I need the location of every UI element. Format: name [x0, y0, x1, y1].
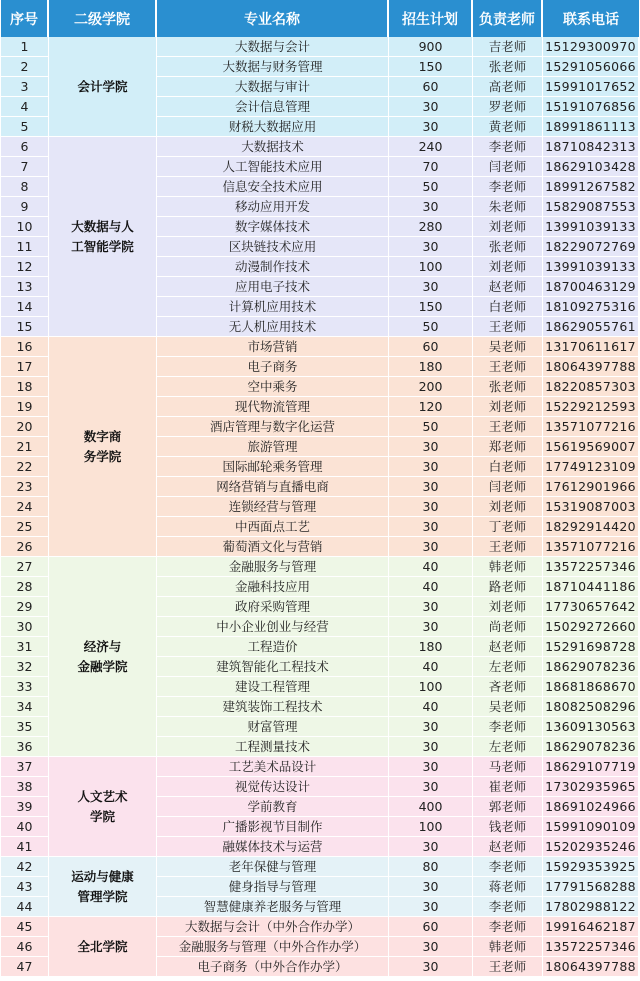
row-index: 39 [1, 797, 49, 817]
contact-phone: 18710441186 [543, 577, 639, 597]
teacher-name: 黄老师 [473, 117, 543, 137]
contact-phone: 17612901966 [543, 477, 639, 497]
major-name: 融媒体技术与运营 [157, 837, 389, 857]
enrollment-quota: 400 [389, 797, 473, 817]
table-row [1, 857, 639, 877]
enrollment-quota: 40 [389, 557, 473, 577]
contact-phone: 17302935965 [543, 777, 639, 797]
row-index: 30 [1, 617, 49, 637]
row-index: 16 [1, 337, 49, 357]
major-name: 信息安全技术应用 [157, 177, 389, 197]
enrollment-quota: 80 [389, 857, 473, 877]
contact-phone: 13170611617 [543, 337, 639, 357]
college-name [49, 137, 157, 337]
major-name: 大数据技术 [157, 137, 389, 157]
teacher-name: 张老师 [473, 377, 543, 397]
enrollment-quota: 30 [389, 537, 473, 557]
contact-phone: 15619569007 [543, 437, 639, 457]
row-index: 41 [1, 837, 49, 857]
enrollment-quota: 30 [389, 777, 473, 797]
major-name: 中西面点工艺 [157, 517, 389, 537]
contact-phone: 18629103428 [543, 157, 639, 177]
row-index: 20 [1, 417, 49, 437]
teacher-name: 高老师 [473, 77, 543, 97]
college-name-line: 经济与 [83, 638, 122, 654]
enrollment-quota: 100 [389, 677, 473, 697]
major-name: 国际邮轮乘务管理 [157, 457, 389, 477]
contact-phone: 18691024966 [543, 797, 639, 817]
teacher-name: 蒋老师 [473, 877, 543, 897]
contact-phone: 15291698728 [543, 637, 639, 657]
enrollment-quota: 900 [389, 37, 473, 57]
college-name-line: 工智能学院 [71, 238, 134, 254]
contact-phone: 18629055761 [543, 317, 639, 337]
enrollment-quota: 50 [389, 177, 473, 197]
college-name-line: 学院 [89, 808, 115, 824]
teacher-name: 王老师 [473, 537, 543, 557]
header-teacher: 负责老师 [473, 0, 543, 37]
row-index: 10 [1, 217, 49, 237]
row-index: 44 [1, 897, 49, 917]
row-index: 4 [1, 97, 49, 117]
teacher-name: 刘老师 [473, 397, 543, 417]
teacher-name: 韩老师 [473, 557, 543, 577]
enrollment-quota: 30 [389, 877, 473, 897]
teacher-name: 赵老师 [473, 277, 543, 297]
enrollment-quota: 30 [389, 457, 473, 477]
row-index: 11 [1, 237, 49, 257]
row-index: 22 [1, 457, 49, 477]
table-row [1, 557, 639, 577]
header-index: 序号 [1, 0, 49, 37]
enrollment-quota: 100 [389, 817, 473, 837]
row-index: 29 [1, 597, 49, 617]
contact-phone: 17802988122 [543, 897, 639, 917]
row-index: 24 [1, 497, 49, 517]
enrollment-quota: 70 [389, 157, 473, 177]
teacher-name: 闫老师 [473, 157, 543, 177]
contact-phone: 18292914420 [543, 517, 639, 537]
row-index: 9 [1, 197, 49, 217]
contact-phone: 18991267582 [543, 177, 639, 197]
major-name: 智慧健康养老服务与管理 [157, 897, 389, 917]
major-name: 旅游管理 [157, 437, 389, 457]
contact-phone: 18064397788 [543, 957, 639, 977]
row-index: 12 [1, 257, 49, 277]
teacher-name: 路老师 [473, 577, 543, 597]
row-index: 38 [1, 777, 49, 797]
table-row [1, 917, 639, 937]
major-name: 建筑智能化工程技术 [157, 657, 389, 677]
major-name: 无人机应用技术 [157, 317, 389, 337]
college-name [49, 557, 157, 757]
major-name: 金融服务与管理 [157, 557, 389, 577]
enrollment-quota: 30 [389, 497, 473, 517]
enrollment-quota: 40 [389, 577, 473, 597]
row-index: 2 [1, 57, 49, 77]
major-name: 工艺美术品设计 [157, 757, 389, 777]
enrollment-quota: 30 [389, 477, 473, 497]
teacher-name: 吴老师 [473, 337, 543, 357]
teacher-name: 吝老师 [473, 677, 543, 697]
contact-phone: 13571077216 [543, 537, 639, 557]
enrollment-quota: 30 [389, 117, 473, 137]
enrollment-quota: 30 [389, 937, 473, 957]
major-name: 财富管理 [157, 717, 389, 737]
enrollment-quota: 150 [389, 57, 473, 77]
enrollment-quota: 30 [389, 197, 473, 217]
major-name: 广播影视节目制作 [157, 817, 389, 837]
enrollment-quota: 30 [389, 517, 473, 537]
contact-phone: 18109275316 [543, 297, 639, 317]
college-name-line: 管理学院 [77, 888, 128, 904]
major-name: 酒店管理与数字化运营 [157, 417, 389, 437]
major-name: 空中乘务 [157, 377, 389, 397]
header-college: 二级学院 [49, 0, 157, 37]
row-index: 28 [1, 577, 49, 597]
contact-phone: 18229072769 [543, 237, 639, 257]
major-name: 大数据与会计（中外合作办学） [157, 917, 389, 937]
major-name: 视觉传达设计 [157, 777, 389, 797]
teacher-name: 李老师 [473, 897, 543, 917]
major-name: 市场营销 [157, 337, 389, 357]
teacher-name: 张老师 [473, 237, 543, 257]
teacher-name: 李老师 [473, 917, 543, 937]
major-name: 葡萄酒文化与营销 [157, 537, 389, 557]
enrollment-quota: 60 [389, 337, 473, 357]
row-index: 5 [1, 117, 49, 137]
row-index: 43 [1, 877, 49, 897]
major-name: 建筑装饰工程技术 [157, 697, 389, 717]
enrollment-quota: 50 [389, 417, 473, 437]
major-name: 大数据与审计 [157, 77, 389, 97]
major-name: 财税大数据应用 [157, 117, 389, 137]
major-name: 大数据与财务管理 [157, 57, 389, 77]
college-name-line: 会计学院 [77, 78, 128, 94]
enrollment-quota: 30 [389, 957, 473, 977]
teacher-name: 左老师 [473, 657, 543, 677]
teacher-name: 王老师 [473, 417, 543, 437]
major-name: 中小企业创业与经营 [157, 617, 389, 637]
contact-phone: 13609130563 [543, 717, 639, 737]
contact-phone: 15202935246 [543, 837, 639, 857]
teacher-name: 刘老师 [473, 597, 543, 617]
contact-phone: 17791568288 [543, 877, 639, 897]
row-index: 37 [1, 757, 49, 777]
contact-phone: 15829087553 [543, 197, 639, 217]
contact-phone: 15291056066 [543, 57, 639, 77]
contact-phone: 18064397788 [543, 357, 639, 377]
row-index: 14 [1, 297, 49, 317]
enrollment-quota: 30 [389, 897, 473, 917]
contact-phone: 18710842313 [543, 137, 639, 157]
major-name: 大数据与会计 [157, 37, 389, 57]
college-name [49, 37, 157, 137]
teacher-name: 王老师 [473, 357, 543, 377]
teacher-name: 崔老师 [473, 777, 543, 797]
row-index: 26 [1, 537, 49, 557]
row-index: 31 [1, 637, 49, 657]
row-index: 27 [1, 557, 49, 577]
college-name-line: 大数据与人 [71, 218, 134, 234]
major-name: 政府采购管理 [157, 597, 389, 617]
contact-phone: 18220857303 [543, 377, 639, 397]
college-name [49, 757, 157, 857]
major-name: 工程造价 [157, 637, 389, 657]
teacher-name: 白老师 [473, 457, 543, 477]
contact-phone: 18700463129 [543, 277, 639, 297]
enrollment-quota: 280 [389, 217, 473, 237]
major-name: 人工智能技术应用 [157, 157, 389, 177]
enrollment-quota: 50 [389, 317, 473, 337]
table-row [1, 37, 639, 57]
enrollment-quota: 240 [389, 137, 473, 157]
row-index: 18 [1, 377, 49, 397]
teacher-name: 刘老师 [473, 497, 543, 517]
teacher-name: 马老师 [473, 757, 543, 777]
contact-phone: 15191076856 [543, 97, 639, 117]
enrollment-quota: 30 [389, 237, 473, 257]
major-name: 金融科技应用 [157, 577, 389, 597]
row-index: 1 [1, 37, 49, 57]
row-index: 46 [1, 937, 49, 957]
contact-phone: 18629078236 [543, 737, 639, 757]
contact-phone: 18629078236 [543, 657, 639, 677]
teacher-name: 韩老师 [473, 937, 543, 957]
contact-phone: 15319087003 [543, 497, 639, 517]
contact-phone: 15029272660 [543, 617, 639, 637]
teacher-name: 朱老师 [473, 197, 543, 217]
row-index: 23 [1, 477, 49, 497]
college-name-line: 务学院 [83, 448, 122, 464]
teacher-name: 吉老师 [473, 37, 543, 57]
enrollment-quota: 40 [389, 697, 473, 717]
teacher-name: 罗老师 [473, 97, 543, 117]
teacher-name: 闫老师 [473, 477, 543, 497]
college-name-line: 全北学院 [77, 938, 128, 954]
teacher-name: 李老师 [473, 857, 543, 877]
major-name: 金融服务与管理（中外合作办学） [157, 937, 389, 957]
major-name: 计算机应用技术 [157, 297, 389, 317]
major-name: 移动应用开发 [157, 197, 389, 217]
teacher-name: 王老师 [473, 317, 543, 337]
table-row [1, 757, 639, 777]
contact-phone: 13991039133 [543, 217, 639, 237]
major-name: 建设工程管理 [157, 677, 389, 697]
enrollment-quota: 30 [389, 757, 473, 777]
teacher-name: 丁老师 [473, 517, 543, 537]
row-index: 35 [1, 717, 49, 737]
teacher-name: 郭老师 [473, 797, 543, 817]
teacher-name: 赵老师 [473, 637, 543, 657]
row-index: 6 [1, 137, 49, 157]
teacher-name: 张老师 [473, 57, 543, 77]
contact-phone: 15991017652 [543, 77, 639, 97]
row-index: 7 [1, 157, 49, 177]
contact-phone: 18629107719 [543, 757, 639, 777]
enrollment-quota: 100 [389, 257, 473, 277]
enrollment-quota: 30 [389, 277, 473, 297]
row-index: 25 [1, 517, 49, 537]
row-index: 47 [1, 957, 49, 977]
enrollment-quota: 200 [389, 377, 473, 397]
contact-phone: 18991861113 [543, 117, 639, 137]
row-index: 8 [1, 177, 49, 197]
row-index: 21 [1, 437, 49, 457]
enrollment-quota: 40 [389, 657, 473, 677]
contact-phone: 17730657642 [543, 597, 639, 617]
major-name: 网络营销与直播电商 [157, 477, 389, 497]
row-index: 17 [1, 357, 49, 377]
enrollment-quota: 30 [389, 717, 473, 737]
major-name: 健身指导与管理 [157, 877, 389, 897]
major-name: 工程测量技术 [157, 737, 389, 757]
college-name-line: 运动与健康 [71, 868, 134, 884]
enrollment-quota: 30 [389, 617, 473, 637]
college-name-line: 人文艺术 [77, 788, 128, 804]
contact-phone: 13572257346 [543, 937, 639, 957]
contact-phone: 13571077216 [543, 417, 639, 437]
row-index: 13 [1, 277, 49, 297]
college-name [49, 337, 157, 557]
header-major: 专业名称 [157, 0, 389, 37]
row-index: 19 [1, 397, 49, 417]
contact-phone: 15929353925 [543, 857, 639, 877]
enrollment-quota: 120 [389, 397, 473, 417]
college-name-line: 金融学院 [77, 658, 128, 674]
major-name: 学前教育 [157, 797, 389, 817]
teacher-name: 李老师 [473, 717, 543, 737]
contact-phone: 19916462187 [543, 917, 639, 937]
major-name: 老年保健与管理 [157, 857, 389, 877]
enrollment-quota: 180 [389, 637, 473, 657]
enrollment-quota: 180 [389, 357, 473, 377]
major-name: 会计信息管理 [157, 97, 389, 117]
major-name: 区块链技术应用 [157, 237, 389, 257]
teacher-name: 赵老师 [473, 837, 543, 857]
college-name [49, 917, 157, 977]
contact-phone: 18681868670 [543, 677, 639, 697]
teacher-name: 钱老师 [473, 817, 543, 837]
row-index: 32 [1, 657, 49, 677]
teacher-name: 尚老师 [473, 617, 543, 637]
row-index: 42 [1, 857, 49, 877]
row-index: 34 [1, 697, 49, 717]
enrollment-table [1, 0, 639, 977]
row-index: 33 [1, 677, 49, 697]
row-index: 3 [1, 77, 49, 97]
enrollment-quota: 30 [389, 597, 473, 617]
major-name: 数字媒体技术 [157, 217, 389, 237]
major-name: 应用电子技术 [157, 277, 389, 297]
contact-phone: 15229212593 [543, 397, 639, 417]
enrollment-quota: 30 [389, 437, 473, 457]
major-name: 电子商务（中外合作办学） [157, 957, 389, 977]
teacher-name: 郑老师 [473, 437, 543, 457]
row-index: 36 [1, 737, 49, 757]
enrollment-quota: 60 [389, 917, 473, 937]
row-index: 40 [1, 817, 49, 837]
contact-phone: 13572257346 [543, 557, 639, 577]
teacher-name: 李老师 [473, 137, 543, 157]
enrollment-quota: 150 [389, 297, 473, 317]
table-body [1, 37, 639, 977]
college-name [49, 857, 157, 917]
row-index: 15 [1, 317, 49, 337]
teacher-name: 王老师 [473, 957, 543, 977]
major-name: 电子商务 [157, 357, 389, 377]
contact-phone: 13991039133 [543, 257, 639, 277]
contact-phone: 17749123109 [543, 457, 639, 477]
enrollment-quota: 30 [389, 97, 473, 117]
teacher-name: 吴老师 [473, 697, 543, 717]
college-name-line: 数字商 [83, 428, 122, 444]
major-name: 动漫制作技术 [157, 257, 389, 277]
table-row [1, 137, 639, 157]
major-name: 现代物流管理 [157, 397, 389, 417]
teacher-name: 左老师 [473, 737, 543, 757]
contact-phone: 15129300970 [543, 37, 639, 57]
teacher-name: 刘老师 [473, 217, 543, 237]
header-phone: 联系电话 [543, 0, 639, 37]
teacher-name: 刘老师 [473, 257, 543, 277]
teacher-name: 白老师 [473, 297, 543, 317]
row-index: 45 [1, 917, 49, 937]
enrollment-quota: 60 [389, 77, 473, 97]
enrollment-quota: 30 [389, 737, 473, 757]
contact-phone: 18082508296 [543, 697, 639, 717]
major-name: 连锁经营与管理 [157, 497, 389, 517]
table-header-row [1, 0, 639, 37]
table-row [1, 337, 639, 357]
header-quota: 招生计划 [389, 0, 473, 37]
teacher-name: 李老师 [473, 177, 543, 197]
enrollment-quota: 30 [389, 837, 473, 857]
contact-phone: 15991090109 [543, 817, 639, 837]
